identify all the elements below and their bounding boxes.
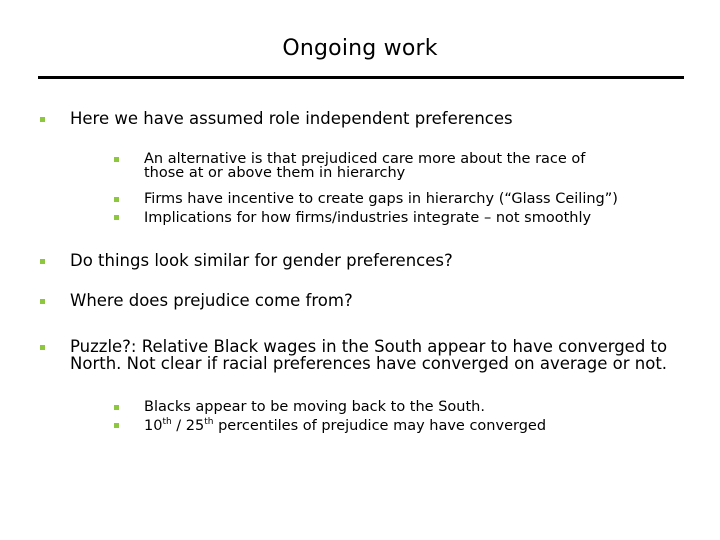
bullet-marker (40, 345, 45, 350)
sub-bullet-marker (114, 423, 119, 428)
percentile-25: 25 (185, 418, 205, 434)
bullet-1-sub-2: Firms have incentive to create gaps in hierarchy (“Glass Ceiling”) (144, 191, 618, 207)
sub-bullet-marker (114, 157, 119, 162)
percentile-rest: percentiles of prejudice may have converged (213, 418, 547, 434)
bullet-2-text: Do things look similar for gender preferences? (70, 251, 453, 270)
bullet-marker (40, 299, 45, 304)
bullet-marker (40, 117, 45, 122)
bullet-1-sub-3: Implications for how firms/industries integrate – not smoothly (144, 210, 592, 226)
bullet-1-sub-1: An alternative is that prejudiced care more about the race of those at or above them in hierarchy (144, 151, 586, 181)
sub-bullet-marker (114, 197, 119, 202)
percentile-25-suffix: th (204, 417, 214, 428)
bullet-4-sub-1: Blacks appear to be moving back to the South. (144, 399, 485, 415)
percentile-10-suffix: th (162, 417, 172, 428)
bullet-marker (40, 259, 45, 264)
bullet-1-text: Here we have assumed role independent preferences (70, 109, 513, 128)
slide-title: Ongoing work (282, 36, 438, 61)
bullet-3-text: Where does prejudice come from? (70, 291, 353, 310)
sub-bullet-marker (114, 215, 119, 220)
bullet-4-text: Puzzle?: Relative Black wages in the South appear to have converged to North. Not clear if racial preferences have converged on average or not. (70, 337, 668, 373)
title-rule (38, 76, 684, 79)
percentile-10: 10 (144, 418, 163, 434)
percentile-separator: / (171, 418, 186, 434)
sub-bullet-marker (114, 405, 119, 410)
bullet-4-sub-2 (144, 419, 684, 433)
